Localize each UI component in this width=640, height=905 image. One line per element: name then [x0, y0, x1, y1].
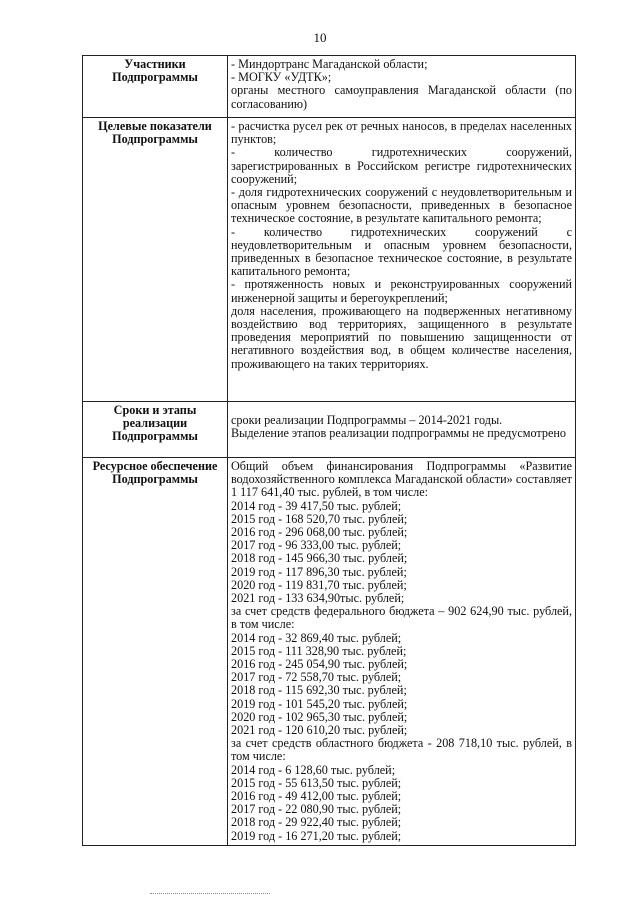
content-line: 2018 год - 145 966,30 тыс. рублей;	[231, 551, 408, 566]
content-line: 2015 год - 168 520,70 тыс. рублей;	[231, 511, 408, 526]
page-number: 10	[313, 30, 327, 45]
content-line: за счет средств федерального бюджета – 902 624,90 тыс. рублей, в том числе:	[231, 604, 572, 632]
content-line: 2021 год - 133 634,90тыс. рублей;	[231, 591, 405, 606]
content-line: - доля гидротехнических сооружений с неудовлетворительным и опасным уровнем безопасности, приведенных в безопасное техническое состояние, в результате капитального ремонта;	[231, 185, 572, 226]
content-line: органы местного самоуправления Магаданской области (по согласованию)	[231, 83, 572, 111]
content-line: 2021 год - 120 610,20 тыс. рублей;	[231, 723, 408, 738]
content-line: 2020 год - 102 965,30 тыс. рублей;	[231, 709, 408, 724]
table-row-terms	[83, 402, 576, 458]
content-line: 2016 год - 49 412,00 тыс. рублей;	[231, 789, 402, 804]
content-line: 2016 год - 296 068,00 тыс. рублей;	[231, 525, 408, 540]
content-line: - количество гидротехнических сооружений с неудовлетворительным и опасным уровнем безопасности, приведенных в безопасное техническое состояние, в результате капитального ремонта;	[231, 224, 572, 279]
content-line: Общий объем финансирования Подпрограммы «Развитие водохозяйственного комплекса Магаданской области» составляет 1 117 641,40 тыс. рублей, в том числе:	[231, 459, 572, 500]
row-label-participants: Участники Подпрограммы	[83, 56, 228, 118]
content-line: - количество гидротехнических сооружений, зарегистрированных в Российском регистре гидротехнических сооружений;	[231, 145, 572, 186]
content-line: - МОГКУ «УДТК»;	[231, 70, 332, 85]
row-content-terms	[228, 402, 576, 458]
content-line: 2015 год - 55 613,50 тыс. рублей;	[231, 775, 402, 790]
row-label-terms: Сроки и этапы реализации Подпрограммы	[83, 402, 228, 458]
content-line: 2018 год - 115 692,30 тыс. рублей;	[231, 683, 407, 698]
content-line: 2017 год - 22 080,90 тыс. рублей;	[231, 802, 402, 817]
row-content-funding	[228, 458, 576, 846]
content-line: 2019 год - 101 545,20 тыс. рублей;	[231, 696, 408, 711]
content-line: за счет средств областного бюджета - 208 718,10 тыс. рублей, в том числе:	[231, 736, 572, 764]
content-line: - Миндортранс Магаданской области;	[231, 57, 428, 71]
content-line: 2019 год - 117 896,30 тыс. рублей;	[231, 564, 407, 579]
content-line: 2016 год - 245 054,90 тыс. рублей;	[231, 657, 408, 672]
content-line: - расчистка русел рек от речных наносов, в пределах населенных пунктов;	[231, 119, 572, 147]
content-line: сроки реализации Подпрограммы – 2014-2021 годы.	[231, 413, 503, 427]
content-line: 2014 год - 32 869,40 тыс. рублей;	[231, 630, 402, 645]
content-line: 2014 год - 39 417,50 тыс. рублей;	[231, 498, 402, 513]
content-line: 2017 год - 96 333,00 тыс. рублей;	[231, 538, 402, 553]
table-row-participants	[83, 56, 576, 118]
content-line: 2015 год - 111 328,90 тыс. рублей;	[231, 643, 407, 658]
passport-table	[82, 55, 576, 846]
content-line: 2014 год - 6 128,60 тыс. рублей;	[231, 762, 396, 777]
content-line: - протяженность новых и реконструированных сооружений инженерной защиты и берегоукреплений;	[231, 277, 572, 305]
content-line: 2017 год - 72 558,70 тыс. рублей;	[231, 670, 402, 685]
row-content-indicators	[228, 118, 576, 402]
table-row-indicators	[83, 118, 576, 402]
footer-divider	[150, 893, 270, 894]
row-label-indicators: Целевые показатели Подпрограммы	[83, 118, 228, 402]
content-line: 2020 год - 119 831,70 тыс. рублей;	[231, 577, 407, 592]
table-row-funding	[83, 458, 576, 846]
content-line: Выделение этапов реализации подпрограммы не предусмотрено	[231, 426, 567, 441]
content-line: доля населения, проживающего на подверженных негативному воздействию вод территориях, защищенного в результате проведения мероприятий по повышению защищенности от негативного воздействия вод, в общем количестве населения, проживающего на таких территориях.	[231, 303, 572, 371]
row-content-participants	[228, 56, 576, 118]
content-line: 2019 год - 16 271,20 тыс. рублей;	[231, 828, 402, 843]
row-label-funding: Ресурсное обеспечение Подпрограммы	[83, 458, 228, 846]
content-line: 2018 год - 29 922,40 тыс. рублей;	[231, 815, 402, 830]
